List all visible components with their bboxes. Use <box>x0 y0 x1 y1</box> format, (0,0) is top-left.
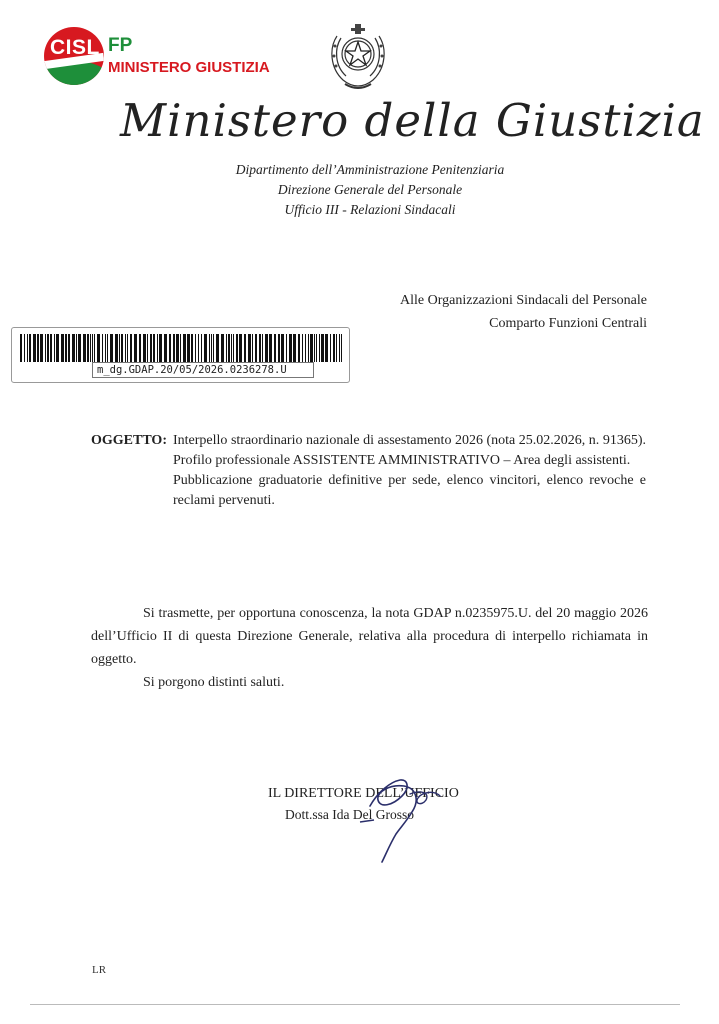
closing-paragraph: Si porgono distinti saluti. <box>143 675 285 690</box>
protocol-number: m_dg.GDAP.20/05/2026.0236278.U <box>92 362 314 378</box>
subject-body <box>173 431 646 511</box>
handwritten-signature <box>330 770 470 870</box>
department-line: Dipartimento dell’Amministrazione Penitenziaria <box>235 162 505 177</box>
author-initials: LR <box>92 964 107 976</box>
body-paragraph: Si trasmette, per opportuna conoscenza, la nota GDAP n.0235975.U. del 20 maggio 2026 dell’Ufficio II di questa Direzione Generale, relativa alla procedura di interpello richiamata in oggetto. <box>91 606 648 667</box>
logo-cisl-text: CISL <box>50 36 100 59</box>
barcode-icon <box>20 334 342 362</box>
letter-body <box>91 602 648 694</box>
logo-subtitle: MINISTERO GIUSTIZIA <box>108 59 270 76</box>
protocol-barcode-stamp <box>11 327 350 383</box>
office-line: Ufficio III - Relazioni Sindacali <box>284 202 456 217</box>
subject-label: OGGETTO: <box>91 433 167 448</box>
director-title: IL DIRETTORE DELL’UFFICIO <box>268 786 459 801</box>
addressee-line-1: Alle Organizzazioni Sindacali del Personale <box>400 293 647 308</box>
director-name: Dott.ssa Ida Del Grosso <box>285 807 414 822</box>
addressee-line-2: Comparto Funzioni Centrali <box>489 316 647 331</box>
footer-divider <box>30 1004 680 1005</box>
cisl-logo-mark <box>44 27 104 85</box>
ministry-title: Ministero della Giustizia <box>120 94 705 147</box>
subject-paragraph: Pubblicazione graduatorie definitive per sede, elenco vincitori, elenco revoche e reclami pervenuti. <box>173 473 646 508</box>
directorate-line: Direzione Generale del Personale <box>277 182 463 197</box>
cisl-fp-logo <box>44 25 284 89</box>
subject-paragraph: Interpello straordinario nazionale di assestamento 2026 (nota 25.02.2026, n. 91365). Profilo professionale ASSISTENTE AMMINISTRATIVO – Area degli assistenti. <box>173 433 646 468</box>
italian-republic-emblem-icon <box>325 18 391 92</box>
logo-fp-text: FP <box>108 35 133 56</box>
